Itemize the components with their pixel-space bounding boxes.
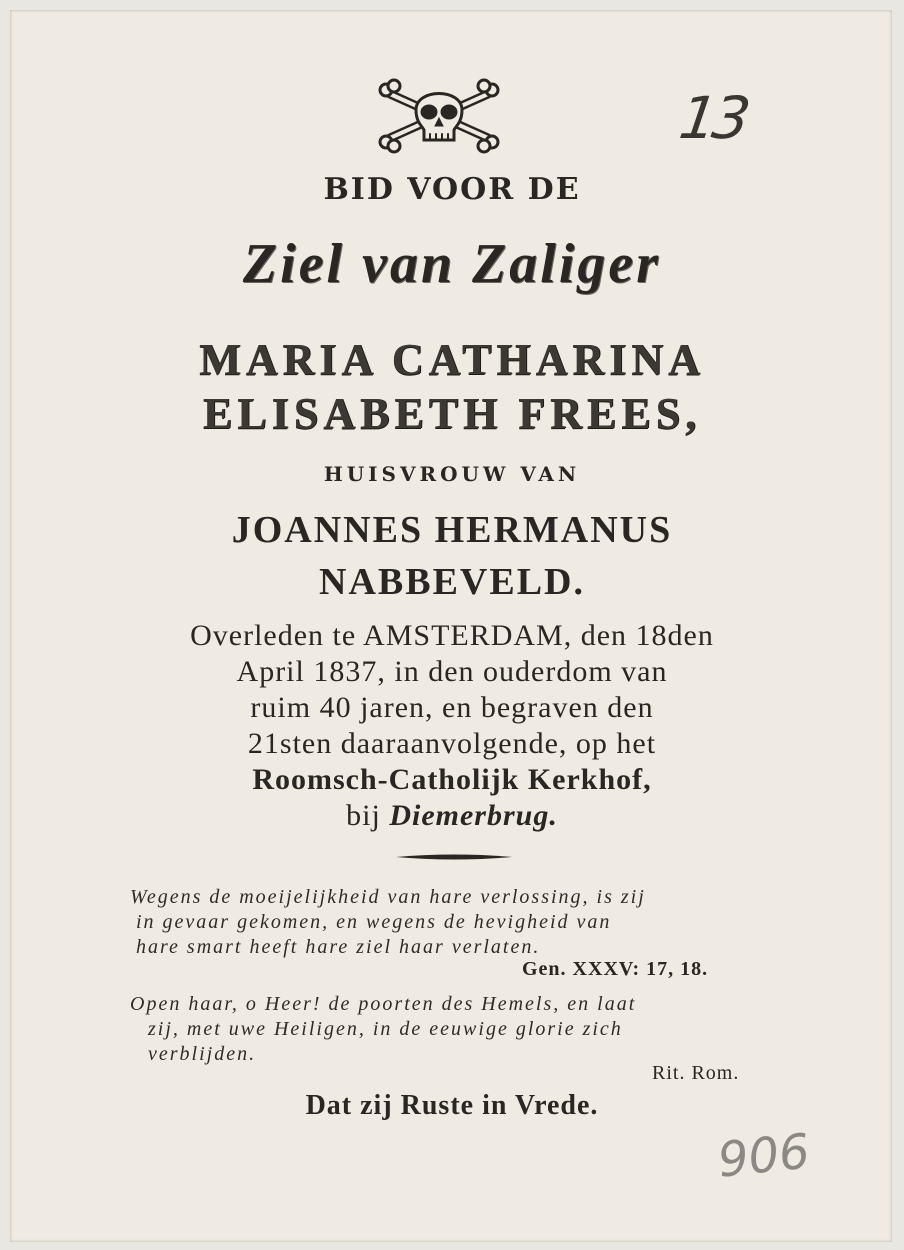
title-line-1: BID VOOR DE — [323, 172, 581, 207]
details-line-2: April 1837, in den ouderdom van — [236, 655, 668, 688]
quote-1-line-1: Wegens de moeijelijkheid van hare verlossing, is zij — [130, 886, 646, 908]
title-line-2: Ziel van Zaliger — [242, 233, 662, 295]
husband-name-line-1: JOANNES HERMANUS — [231, 509, 673, 551]
deceased-name-line-2: ELISABETH FREES, — [202, 389, 702, 438]
handwritten-number-top: 13 — [675, 84, 751, 152]
quote-1-line-3: hare smart heeft hare ziel haar verlaten. — [136, 936, 541, 958]
quote-1-line-2: in gevaar gekomen, en wegens de hevigheid van — [136, 911, 612, 933]
quote-2-line-2: zij, met uwe Heiligen, in de eeuwige glorie zich — [148, 1018, 623, 1040]
quote-1-reference: Gen. XXXV: 17, 18. — [522, 958, 709, 980]
details-line-6-prefix: bij — [346, 799, 381, 832]
deceased-name-line-1: MARIA CATHARINA — [199, 335, 705, 384]
burial-place: Diemerbrug. — [389, 799, 558, 832]
husband-name-line-2: NABBEVELD. — [319, 561, 585, 603]
details-line-5: Roomsch-Catholijk Kerkhof, — [252, 763, 652, 796]
quote-2-line-1: Open haar, o Heer! de poorten des Hemels, en laat — [130, 993, 637, 1015]
ornamental-divider — [396, 852, 512, 862]
details-line-6 — [0, 798, 904, 834]
relation-label: HUISVROUW VAN — [323, 462, 581, 486]
skull-and-crossbones-icon — [378, 76, 500, 154]
closing-phrase: Dat zij Ruste in Vrede. — [305, 1090, 599, 1121]
details-line-4: 21sten daaraanvolgende, op het — [247, 727, 657, 760]
handwritten-number-bottom: 906 — [715, 1123, 813, 1189]
quote-2-reference: Rit. Rom. — [652, 1062, 740, 1084]
quote-2-line-3: verblijden. — [148, 1043, 257, 1065]
details-line-3: ruim 40 jaren, en begraven den — [250, 691, 654, 724]
details-line-1: Overleden te AMSTERDAM, den 18den — [190, 619, 714, 652]
